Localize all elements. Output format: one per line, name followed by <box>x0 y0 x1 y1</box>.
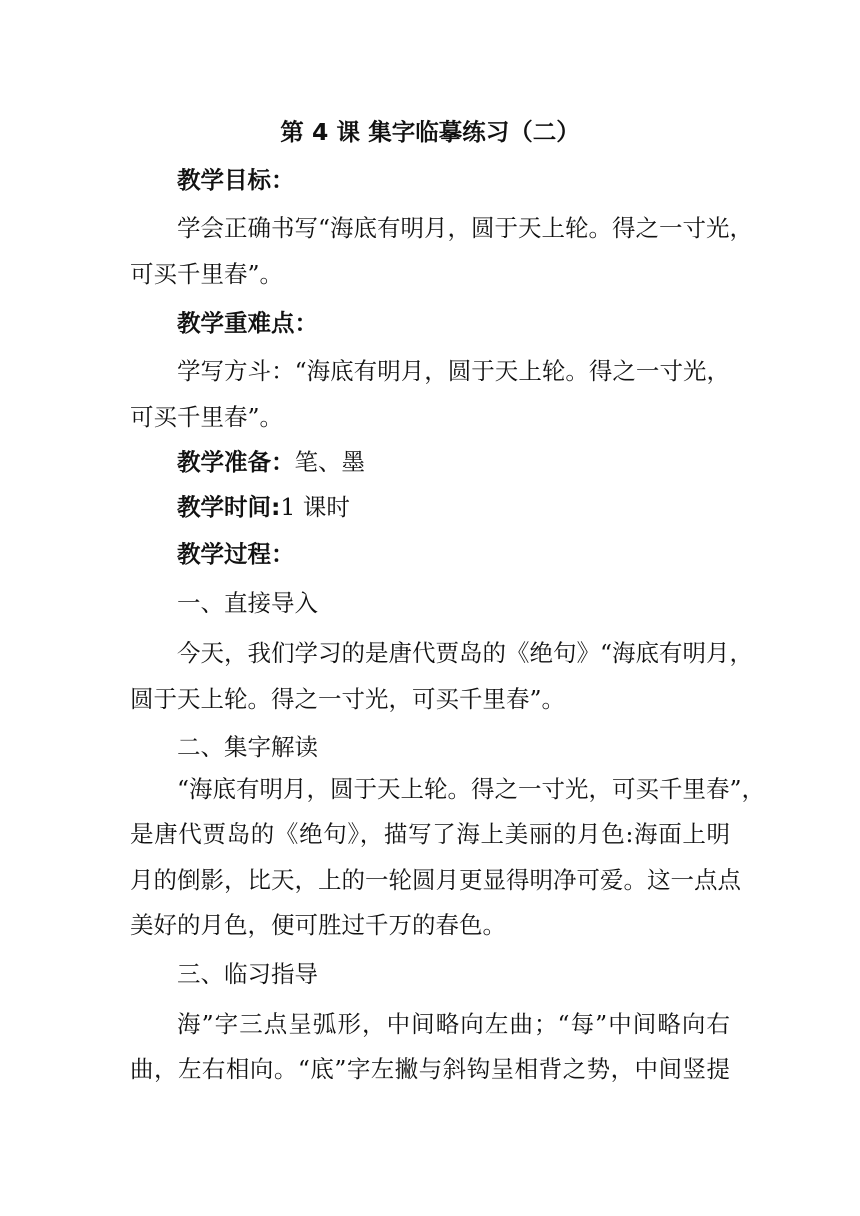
section-3-heading: 三、临习指导 <box>177 960 318 988</box>
section-2-line-2: 是唐代贾岛的《绝句》，描写了海上美丽的月色:海面上明 <box>130 820 730 848</box>
section-1-line-1: 今天，我们学习的是唐代贾岛的《绝句》“海底有明月， <box>177 639 754 667</box>
section-3-line-2: 曲，左右相向。“底”字左撇与斜钩呈相背之势，中间竖提 <box>130 1055 730 1083</box>
preparation-line <box>177 446 365 478</box>
goal-heading: 教学目标： <box>177 166 295 194</box>
goal-paragraph-line-1: 学会正确书写“海底有明月，圆于天上轮。得之一寸光， <box>177 214 754 242</box>
preparation-label: 教学准备： <box>177 448 295 476</box>
section-2-line-1: “海底有明月，圆于天上轮。得之一寸光，可买千里春”， <box>177 775 766 803</box>
key-points-line-1: 学写方斗：“海底有明月，圆于天上轮。得之一寸光， <box>177 357 730 385</box>
time-line <box>177 491 350 523</box>
section-2-line-4: 美好的月色，便可胜过千万的春色。 <box>130 911 506 939</box>
key-points-line-2: 可买千里春”。 <box>130 403 284 431</box>
goal-paragraph-line-2: 可买千里春”。 <box>130 260 284 288</box>
lesson-title: 第 4 课 集字临摹练习（二） <box>280 118 580 146</box>
section-3-line-1: 海”字三点呈弧形，中间略向左曲；“每”中间略向右 <box>177 1010 730 1038</box>
section-2-line-3: 月的倒影，比天，上的一轮圆月更显得明净可爱。这一点点 <box>130 866 741 894</box>
time-value: 1 课时 <box>280 493 350 521</box>
key-points-heading: 教学重难点： <box>177 309 318 337</box>
process-heading: 教学过程： <box>177 540 295 568</box>
section-2-heading: 二、集字解读 <box>177 733 318 761</box>
section-1-heading: 一、直接导入 <box>177 589 318 617</box>
time-label: 教学时间: <box>177 493 281 521</box>
section-1-line-2: 圆于天上轮。得之一寸光，可买千里春”。 <box>130 685 566 713</box>
preparation-value: 笔、墨 <box>294 448 365 476</box>
